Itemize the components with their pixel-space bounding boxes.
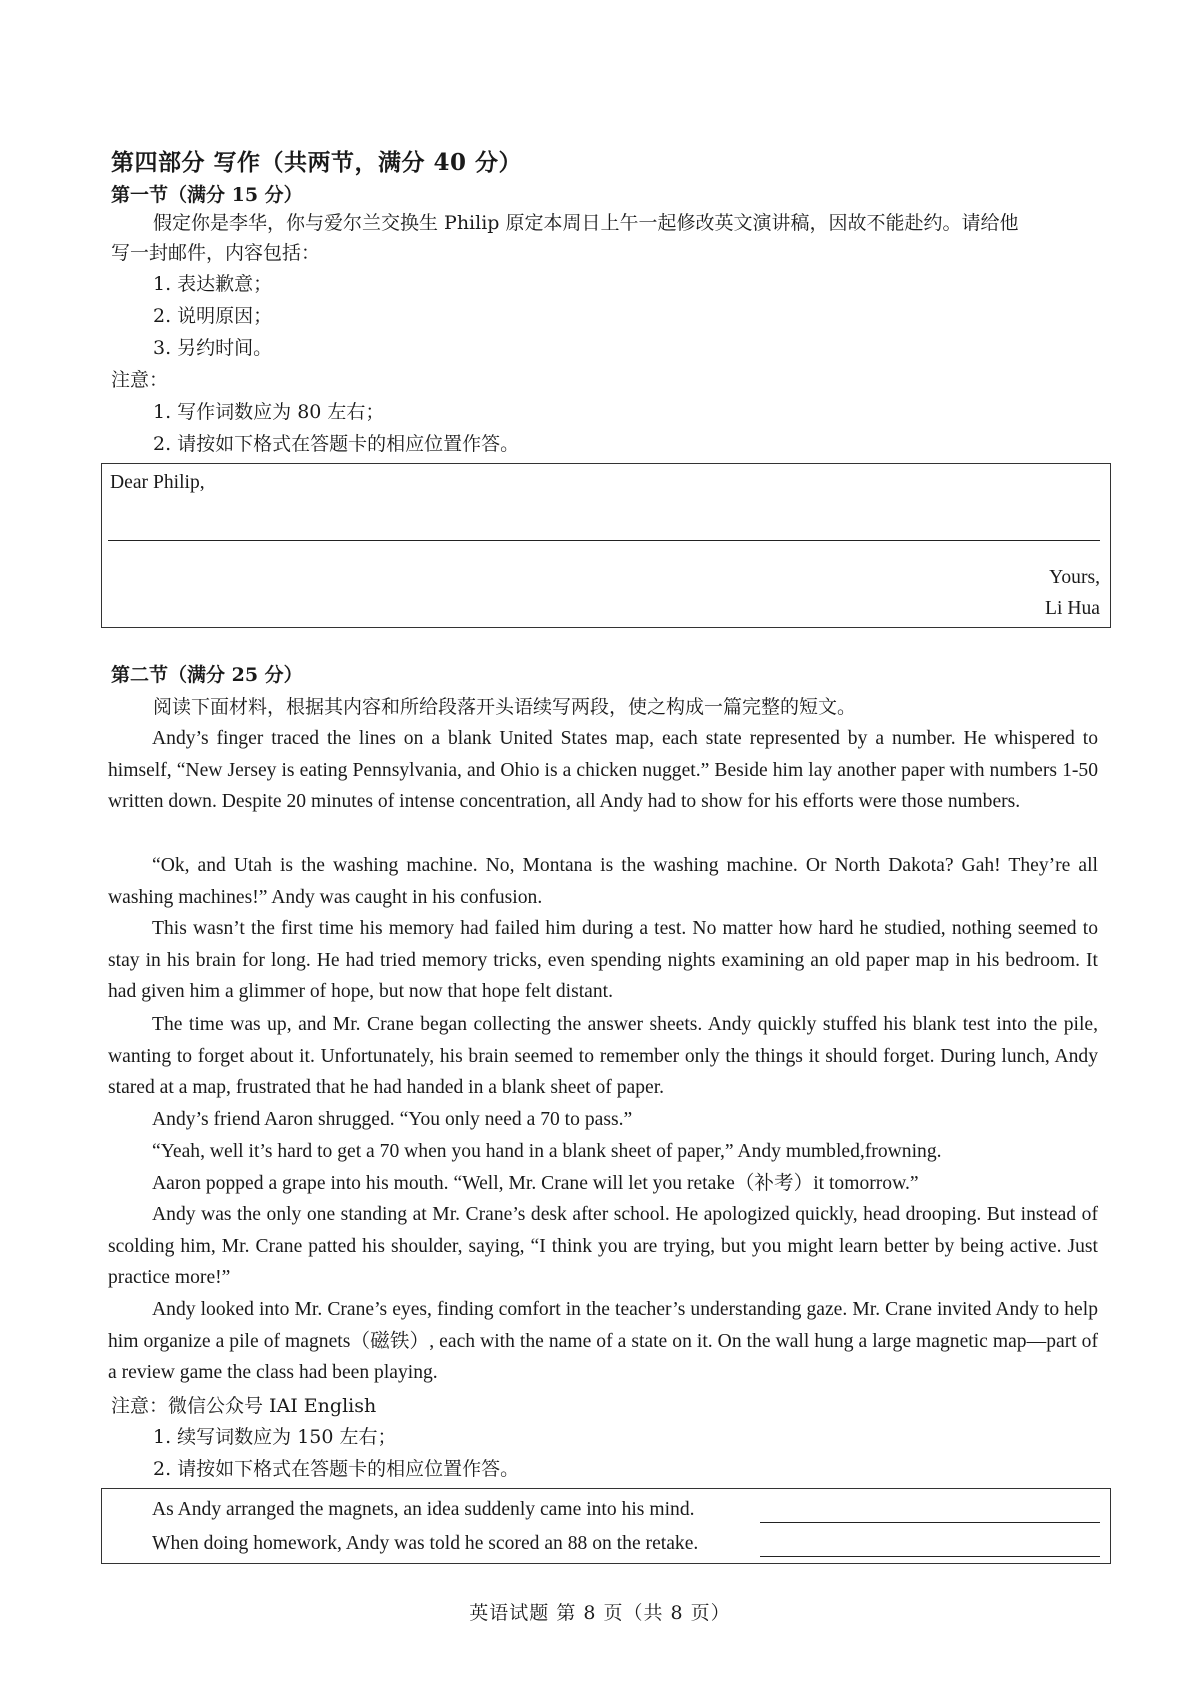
opener-2: When doing homework, Andy was told he scored an 88 on the retake. [152, 1533, 699, 1554]
section1-item-1: 1. 表达歉意； [153, 273, 273, 295]
continuation-format-box [101, 1488, 1111, 1564]
section2-note-1: 1. 续写词数应为 150 左右； [153, 1426, 397, 1448]
letter-greeting: Dear Philip, [110, 472, 205, 493]
answer-line [760, 1522, 1100, 1523]
passage-paragraph-3: This wasn’t the first time his memory had failed him during a test. No matter how hard he studied, nothing seemed to stay in his brain for long. He had tried memory tricks, even spending nights examining an old paper map in his bedroom. It had given him a glimmer of hope, but now that hope felt distant. [108, 918, 1098, 1003]
passage-paragraph-5: Andy’s friend Aaron shrugged. “You only need a 70 to pass.” [152, 1109, 633, 1130]
section1-note-label: 注意： [111, 369, 169, 391]
passage-paragraph-1: Andy’s finger traced the lines on a blank United States map, each state represented by a number. He whispered to himself, “New Jersey is eating Pennsylvania, and Ohio is a chicken nugget.” Beside him lay another paper with numbers 1-50 written down. Despite 20 minutes of intense concentration, all Andy had to show for his efforts were those numbers. [108, 728, 1098, 813]
passage-paragraph-2: “Ok, and Utah is the washing machine. No, Montana is the washing machine. Or North Dakota? Gah! They’re all washing machines!” Andy was caught in his confusion. [108, 855, 1098, 908]
passage-paragraph-7: Aaron popped a grape into his mouth. “Well, Mr. Crane will let you retake（补考）it tomorrow.” [152, 1173, 919, 1194]
section2-note-label: 注意：微信公众号 IAI English [111, 1395, 377, 1417]
page-footer: 英语试题 第 8 页（共 8 页） [469, 1602, 731, 1624]
passage-paragraph-4: The time was up, and Mr. Crane began collecting the answer sheets. Andy quickly stuffed his blank test into the pile, wanting to forget about it. Unfortunately, his brain seemed to remember only the things it should forget. During lunch, Andy stared at a map, frustrated that he had handed in a blank sheet of paper. [108, 1014, 1098, 1099]
section2-title: 第二节（满分 25 分） [111, 664, 303, 686]
answer-line [760, 1556, 1100, 1557]
letter-closing: Yours, [1049, 567, 1100, 588]
section2-intro: 阅读下面材料，根据其内容和所给段落开头语续写两段，使之构成一篇完整的短文。 [153, 696, 857, 718]
section1-note-2: 2. 请按如下格式在答题卡的相应位置作答。 [153, 433, 520, 455]
section1-note-1: 1. 写作词数应为 80 左右； [153, 401, 385, 423]
part-title: 第四部分 写作（共两节，满分 40 分） [111, 149, 523, 176]
opener-1: As Andy arranged the magnets, an idea suddenly came into his mind. [152, 1499, 695, 1520]
letter-format-box [101, 463, 1111, 628]
section1-item-2: 2. 说明原因； [153, 305, 273, 327]
passage-paragraph-9: Andy looked into Mr. Crane’s eyes, finding comfort in the teacher’s understanding gaze. Mr. Crane invited Andy to help him organize a pile of magnets（磁铁）, each with the name of a state on it. On the wall hung a large magnetic map—part of a review game the class had been playing. [108, 1299, 1098, 1384]
section1-item-3: 3. 另约时间。 [153, 337, 273, 359]
section1-title: 第一节（满分 15 分） [111, 184, 303, 206]
letter-signature: Li Hua [1045, 598, 1100, 619]
section1-prompt-line2: 写一封邮件，内容包括： [111, 242, 321, 264]
passage-paragraph-8: Andy was the only one standing at Mr. Crane’s desk after school. He apologized quickly, head drooping. But instead of scolding him, Mr. Crane patted his shoulder, saying, “I think you are trying, but you might learn better by being active. Just practice more!” [108, 1204, 1098, 1289]
answer-line [108, 540, 1100, 541]
section1-prompt-line1: 假定你是李华，你与爱尔兰交换生 Philip 原定本周日上午一起修改英文演讲稿，因故不能赴约。请给他 [153, 212, 1019, 234]
section2-note-2: 2. 请按如下格式在答题卡的相应位置作答。 [153, 1458, 520, 1480]
passage-paragraph-6: “Yeah, well it’s hard to get a 70 when you hand in a blank sheet of paper,” Andy mumbled,frowning. [152, 1141, 942, 1162]
